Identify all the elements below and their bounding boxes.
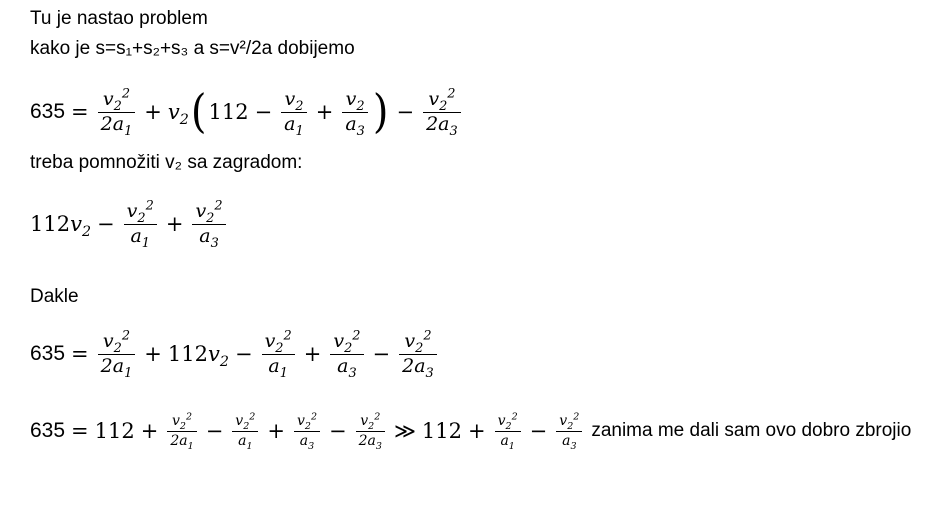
eq3-const: 112 [167, 342, 208, 367]
equation-4: 635 = 112 + $\frac{v_2^2}{2a_1}$ − $\frac{v_2^2}{a_1}$ + $\frac{v_2^2}{a_3}$ − $\frac{v_2^2}{2a_3}$ ≫ 112 + $\frac{v_2^2}{a_1}$ − $\frac{v_2^2}{a_3}$ zanima me dali sam ovo dobro zbrojio [30, 411, 912, 452]
eq2-frac-1: $\frac{v_2^2}{a_1}$ [124, 202, 157, 247]
intro-line: Tu je nastao problem [30, 8, 208, 29]
eq4-frac-6: $\frac{v_2^2}{a_3}$ [556, 414, 582, 448]
conclusion-label: Dakle [30, 286, 79, 307]
eq1-frac-4: $\frac{v_2^2}{2a_3}$ [423, 90, 461, 135]
eq2-const: 112 [30, 212, 71, 237]
instruction-line: treba pomnožiti v₂ sa zagradom: [30, 152, 303, 173]
eq3-frac-4: $\frac{v_2^2}{2a_3}$ [399, 332, 437, 377]
eq1-const: 112 [208, 100, 249, 125]
eq1-frac-3: $\frac{v_2}{a_3}$ [342, 90, 368, 135]
equation-3: 635 = $\frac{v_2^2}{2a_1}$ + 112 $v_2$ − $\frac{v_2^2}{a_1}$ + $\frac{v_2^2}{a_3}$ − $\frac{v_2^2}{2a_3}$ [30, 332, 440, 377]
equation-2: 112 $v_2$ − $\frac{v_2^2}{a_1}$ + $\frac{v_2^2}{a_3}$ [30, 202, 229, 247]
question-text: zanima me dali sam ovo dobro zbrojio [591, 420, 912, 442]
eq1-frac-1: $\frac{v_2^2}{2a_1}$ [98, 90, 136, 135]
eq4-lhs: 635 [30, 419, 66, 443]
eq4-frac-4: $\frac{v_2^2}{2a_3}$ [356, 414, 385, 448]
eq1-frac-2: $\frac{v_2}{a_1}$ [281, 90, 307, 135]
eq3-frac-2: $\frac{v_2^2}{a_1}$ [262, 332, 295, 377]
formula-line: kako je s=s₁+s₂+s₃ a s=v²/2a dobijemo [30, 38, 355, 59]
eq1-lhs: 635 [30, 100, 66, 124]
eq4-frac-1: $\frac{v_2^2}{2a_1}$ [167, 414, 196, 448]
eq4-frac-5: $\frac{v_2^2}{a_1}$ [495, 414, 521, 448]
eq4-frac-3: $\frac{v_2^2}{a_3}$ [294, 414, 320, 448]
equation-1: 635 = $\frac{v_2^2}{2a_1}$ + $v_2$ ( 112 − $\frac{v_2}{a_1}$ + $\frac{v_2}{a_3}$ ) − $\frac{v_2^2}{2a_3}$ [30, 90, 464, 135]
eq3-frac-3: $\frac{v_2^2}{a_3}$ [330, 332, 363, 377]
eq4-frac-2: $\frac{v_2^2}{a_1}$ [232, 414, 258, 448]
eq3-lhs: 635 [30, 342, 66, 366]
eq4-const-2: 112 [421, 419, 463, 444]
eq3-frac-1: $\frac{v_2^2}{2a_1}$ [98, 332, 136, 377]
eq4-const: 112 [94, 419, 135, 444]
eq2-frac-2: $\frac{v_2^2}{a_3}$ [192, 202, 225, 247]
